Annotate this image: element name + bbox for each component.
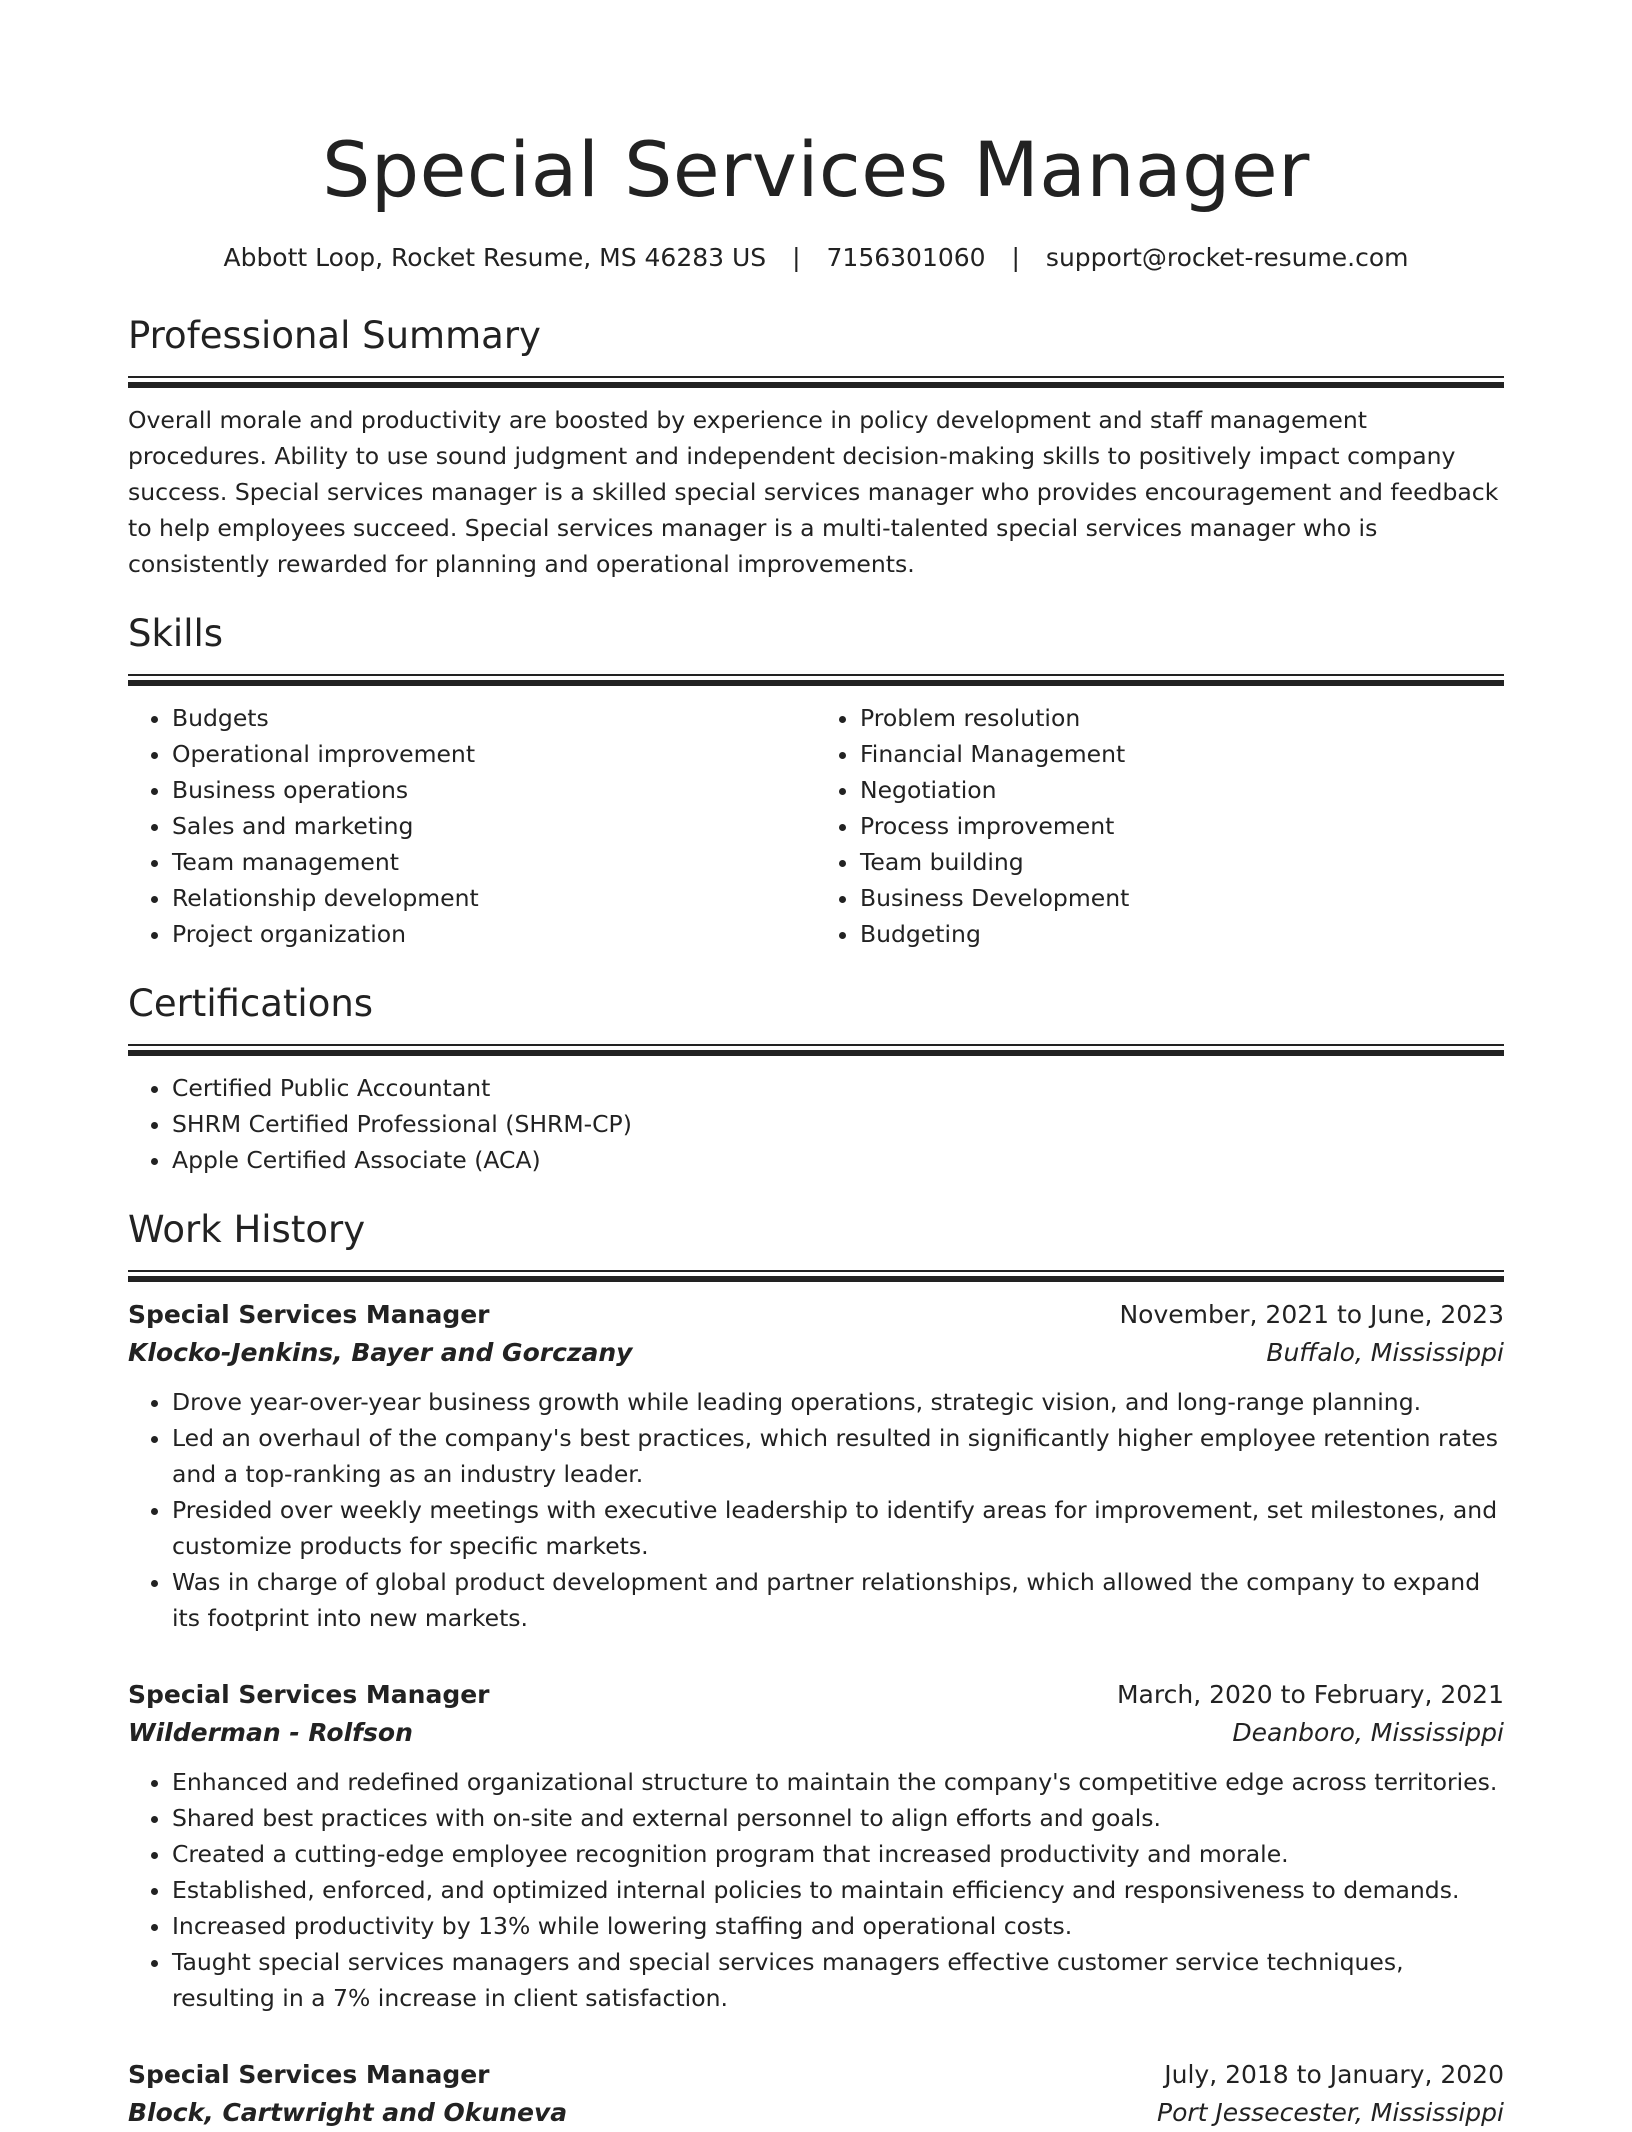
contact-separator: | [1011,243,1020,272]
work-history-section [128,1204,1504,2132]
job-dates: March, 2020 to February, 2021 [1116,1680,1504,1709]
skill-item: • Team management [172,844,816,880]
skill-item: • Business Development [860,880,1504,916]
job-bullets [128,1764,1504,2016]
contact-email: support@rocket-resume.com [1045,243,1409,272]
certifications-list [128,1070,1504,1178]
skills-columns [128,700,1504,952]
contact-separator: | [792,243,801,272]
skill-item: • Process improvement [860,808,1504,844]
job-bullet: • Created a cutting-edge employee recognition program that increased productivity and morale. [172,1836,1504,1872]
section-divider-thick [128,1050,1504,1056]
skill-item: • Negotiation [860,772,1504,808]
resume-title: Special Services Manager [322,125,1310,214]
work-history-heading: Work History [128,1208,366,1251]
skill-item: • Financial Management [860,736,1504,772]
skill-item: • Business operations [172,772,816,808]
skills-list-left [128,700,816,952]
job-location: Port Jessecester, Mississippi [1157,2098,1504,2127]
job-bullet: • Shared best practices with on-site and external personnel to align efforts and goals. [172,1800,1504,1836]
certifications-section [128,978,1504,1178]
job-bullet: • Drove year-over-year business growth while leading operations, strategic vision, and long-range planning. [172,1384,1504,1420]
section-divider-thick [128,382,1504,388]
skill-item: • Operational improvement [172,736,816,772]
skill-item: • Problem resolution [860,700,1504,736]
job-dates: November, 2021 to June, 2023 [1119,1300,1504,1329]
job-title: Special Services Manager [128,2060,490,2089]
skills-section [128,608,1504,952]
job-bullet: • Taught special services managers and special services managers effective customer service techniques, resulting in a 7% increase in client satisfaction. [172,1944,1504,2016]
skills-list-right [816,700,1504,952]
job-bullet: • Established, enforced, and optimized internal policies to maintain efficiency and responsiveness to demands. [172,1872,1504,1908]
section-divider-thick [128,1276,1504,1282]
job-location: Buffalo, Mississippi [1266,1338,1504,1367]
section-divider-thick [128,680,1504,686]
job-subheader [128,2094,1504,2132]
section-divider [128,674,1504,676]
contact-phone: 7156301060 [826,243,986,272]
job-header [128,1296,1504,1334]
skill-item: • Budgeting [860,916,1504,952]
skills-heading: Skills [128,612,224,655]
job-bullets [128,1384,1504,1636]
job-entry [128,2056,1504,2132]
job-entry [128,1296,1504,1636]
summary-heading: Professional Summary [128,314,541,357]
certification-item: • Apple Certified Associate (ACA) [172,1142,1504,1178]
contact-line [128,238,1504,278]
contact-address: Abbott Loop, Rocket Resume, MS 46283 US [223,243,767,272]
job-company: Wilderman - Rolfson [128,1718,413,1747]
job-location: Deanboro, Mississippi [1232,1718,1504,1747]
job-subheader [128,1714,1504,1752]
skill-item: • Team building [860,844,1504,880]
section-divider [128,1270,1504,1272]
job-entry [128,1676,1504,2016]
job-dates: July, 2018 to January, 2020 [1164,2060,1504,2089]
job-title: Special Services Manager [128,1680,490,1709]
job-bullet: • Led an overhaul of the company's best practices, which resulted in significantly higher employee retention rates and a top-ranking as an industry leader. [172,1420,1504,1492]
section-divider [128,1044,1504,1046]
job-bullet: • Presided over weekly meetings with executive leadership to identify areas for improvement, set milestones, and customize products for specific markets. [172,1492,1504,1564]
job-header [128,2056,1504,2094]
summary-section [128,310,1504,582]
job-header [128,1676,1504,1714]
job-subheader [128,1334,1504,1372]
job-bullet: • Enhanced and redefined organizational structure to maintain the company's competitive edge across territories. [172,1764,1504,1800]
skill-item: • Relationship development [172,880,816,916]
job-bullet: • Increased productivity by 13% while lowering staffing and operational costs. [172,1908,1504,1944]
certification-item: • Certified Public Accountant [172,1070,1504,1106]
section-divider [128,376,1504,378]
job-company: Block, Cartwright and Okuneva [128,2098,568,2127]
skill-item: • Budgets [172,700,816,736]
skill-item: • Sales and marketing [172,808,816,844]
job-company: Klocko-Jenkins, Bayer and Gorczany [128,1338,633,1367]
certifications-heading: Certifications [128,982,374,1025]
summary-text: Overall morale and productivity are boosted by experience in policy development and staff management procedures. Ability to use sound judgment and independent decision-making skills to positively impact company success. Special services manager is a skilled special services manager who provides encouragement and feedback to help employees succeed. Special services manager is a multi-talented special services manager who is consistently rewarded for planning and operational improvements. [128,406,1499,578]
skill-item: • Project organization [172,916,816,952]
job-title: Special Services Manager [128,1300,490,1329]
certification-item: • SHRM Certified Professional (SHRM-CP) [172,1106,1504,1142]
job-bullet: • Was in charge of global product development and partner relationships, which allowed the company to expand its footprint into new markets. [172,1564,1504,1636]
